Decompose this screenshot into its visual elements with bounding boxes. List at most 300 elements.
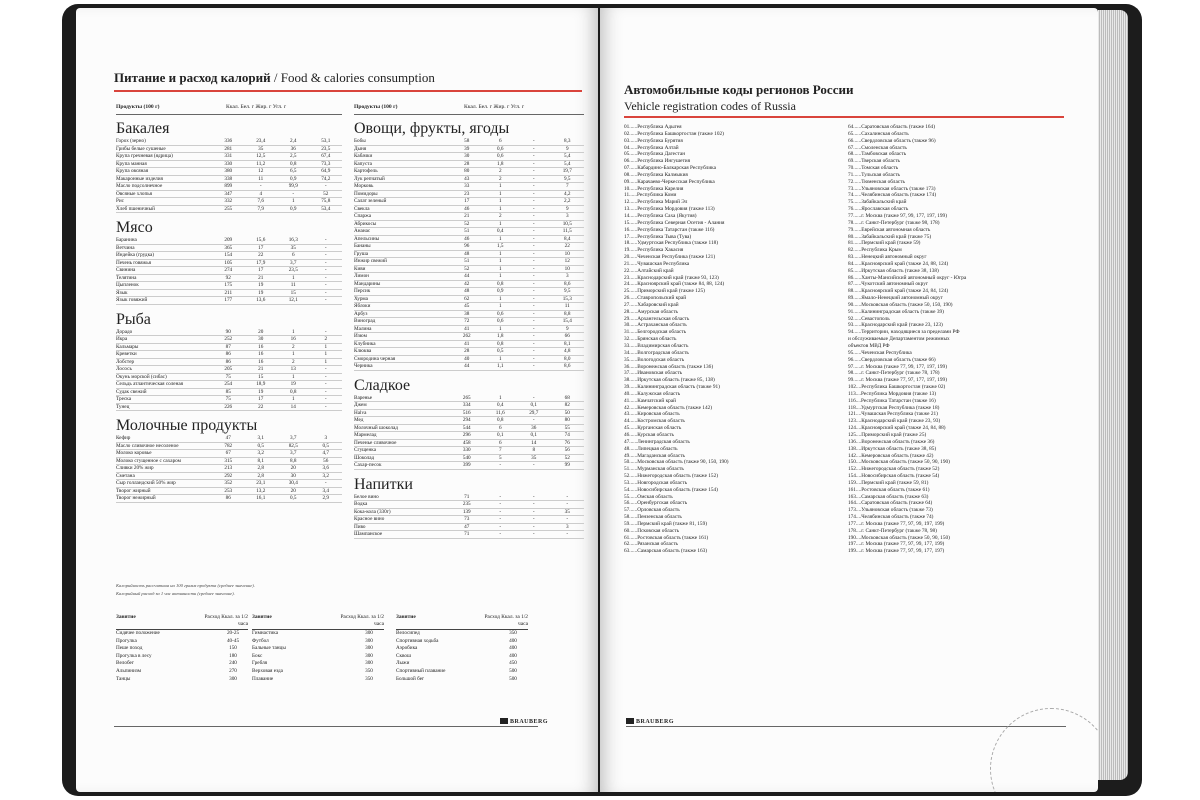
region-code-row: 66......Свердловская область (также 96) (848, 137, 936, 144)
activity-row (396, 668, 528, 676)
nutrient-value: 1 (291, 198, 295, 204)
nutrient-value: - (499, 531, 502, 537)
region-code-row: 14......Республика Саха (Якутия) (624, 212, 697, 219)
table-row (116, 237, 342, 245)
nutrient-value: - (532, 160, 535, 167)
nutrient-value: - (499, 493, 502, 500)
region-code-row: 24......Красноярский край (также 84, 88, 124) (624, 281, 725, 288)
nutrient-value: 35 (531, 454, 537, 461)
product-name: Лимон (354, 273, 369, 279)
nutrient-value: 14 (531, 439, 537, 446)
nutrient-value: 0,5 (290, 495, 297, 501)
region-code-row: 04......Республика Алтай (624, 144, 679, 151)
region-code-row: 58......Пензенская область (624, 514, 682, 521)
activities-header (396, 614, 528, 630)
column-header-products-right: Продукты (100 г) (354, 104, 398, 110)
table-row (354, 146, 584, 154)
nutrient-value: 8 (532, 447, 536, 453)
nutrient-value: 330 (224, 160, 233, 167)
nutrient-value: 30 (258, 336, 264, 342)
nutrient-value: 40 (464, 355, 470, 362)
table-row (116, 282, 342, 290)
table-row (354, 183, 584, 191)
nutrient-value: 16,1 (256, 495, 266, 501)
activity-row (252, 645, 384, 653)
corner-perforation (990, 708, 1098, 792)
activity-kcal: 300 (365, 660, 373, 667)
region-code-row: 76......Ярославская область (848, 206, 909, 213)
region-code-row: 89......Ямало-Ненецкий автономный округ (848, 295, 943, 302)
nutrient-value: 9 (565, 205, 569, 212)
table-row (354, 363, 584, 371)
product-name: Кока-кола (330г) (354, 508, 391, 515)
nutrient-value: 16 (258, 351, 264, 357)
region-code-row: 174....Челябинская область (также 74) (848, 514, 934, 521)
nutrient-value: - (324, 403, 327, 410)
nutrient-value: 73,3 (321, 160, 331, 167)
region-code-row: 06......Республика Ингушетия (624, 158, 691, 165)
nutrient-value: 1 (498, 394, 502, 401)
nutrient-value: 1 (498, 295, 502, 302)
nutrient-value: 17 (258, 244, 264, 251)
region-code-row: 125....Приморский край (также 25) (848, 431, 927, 438)
product-name: Телятина (116, 274, 137, 281)
activity-kcal: 350 (365, 675, 373, 682)
table-row (354, 311, 584, 319)
region-code-row: 67......Смоленская область (848, 144, 907, 151)
nutrient-value: 39 (464, 145, 470, 152)
table-row (116, 389, 342, 397)
nutrient-value: - (532, 295, 535, 302)
activity-row (252, 668, 384, 676)
nutrient-value: 7 (565, 183, 569, 189)
region-code-row: 116....Республика Татарстан (также 16) (848, 397, 936, 404)
region-code-row: 31......Белгородская область (624, 329, 687, 336)
kcal-header-label: Расход Ккал. за 1/2 часа (204, 614, 248, 627)
nutrient-value: 12,1 (288, 297, 298, 303)
nutrient-value: 5 (498, 454, 502, 461)
nutrient-value: 10 (564, 250, 570, 257)
product-name: Творог нежирный (116, 495, 156, 501)
activity-kcal: 300 (365, 630, 373, 636)
region-code-row: объектов МВД РФ (848, 343, 890, 349)
table-row (116, 473, 342, 481)
nutrient-value: 315 (224, 457, 233, 464)
nutrient-value: - (532, 355, 535, 362)
product-name: Лосось (116, 366, 132, 372)
nutrient-value: 8,1 (257, 457, 264, 464)
activity-kcal: 400 (509, 637, 517, 644)
nutrient-value: 8,4 (564, 235, 571, 242)
nutrient-value: 3 (565, 213, 569, 219)
activity-row (252, 630, 384, 638)
nutrient-value: 13 (290, 366, 296, 372)
nutrient-value: - (532, 213, 535, 219)
region-code-row: 79......Еврейская автономная область (848, 226, 931, 233)
table-row (116, 206, 342, 214)
activity-name: Большой бег (396, 675, 425, 682)
region-code-row: 199....г. Москва (также 77, 97, 99, 177, 197) (848, 548, 945, 555)
table-row (354, 440, 584, 448)
nutrient-value: 336 (224, 138, 233, 144)
table-row (354, 432, 584, 440)
nutrient-value: 36 (290, 145, 296, 152)
product-name: Крупа манная (116, 160, 147, 167)
table-row (354, 326, 584, 334)
nutrient-value: 1 (498, 355, 502, 362)
nutrient-value: 4 (259, 190, 263, 197)
nutrient-value: 12 (564, 258, 570, 264)
nutrient-value: 0,6 (497, 145, 504, 152)
nutrient-value: 2 (498, 168, 502, 174)
product-name: Крупа гречневая (ядрица) (116, 153, 173, 159)
activity-kcal: 300 (365, 645, 373, 652)
region-code-row: 18......Удмуртская Республика (также 118) (624, 240, 719, 247)
nutrient-value: 17 (258, 267, 264, 273)
nutrient-value: - (532, 348, 535, 354)
nutrient-value: 2,8 (257, 472, 264, 479)
table-row (354, 288, 584, 296)
region-code-row: 09......Карачаево-Черкесская Республика (624, 178, 715, 185)
product-name: Красное вино (354, 516, 385, 522)
product-name: Творог жирный (116, 487, 151, 494)
nutrient-value: 11,2 (256, 160, 266, 167)
nutrient-value: 292 (224, 472, 233, 479)
activity-kcal: 400 (509, 645, 517, 652)
nutrient-value: 58 (464, 138, 470, 144)
nutrient-value: - (532, 508, 535, 515)
table-row (354, 281, 584, 289)
nutrient-value: 41 (464, 325, 470, 332)
table-row (354, 273, 584, 281)
nutrient-value: 1 (498, 205, 502, 212)
table-row (116, 374, 342, 382)
table-row (116, 336, 342, 344)
activity-kcal: 500 (509, 667, 517, 674)
nutrient-value: 35 (564, 508, 570, 515)
product-name: Сыр голландский 50% жир (116, 480, 176, 486)
product-name: Молоко коровье (116, 450, 152, 456)
table-row (354, 206, 584, 214)
table-row (116, 344, 342, 352)
activity-name: Альпинизм (116, 667, 142, 674)
table-row (116, 435, 342, 443)
nutrient-value: 2,9 (322, 495, 329, 501)
nutrient-value: 19 (258, 282, 264, 288)
nutrient-value: 1 (498, 198, 502, 204)
region-code-row: 47......Ленинградская область (624, 438, 690, 445)
nutrient-value: 7,6 (257, 198, 264, 204)
nutrient-value: 99,9 (288, 183, 298, 189)
nutrient-value: 1 (498, 190, 502, 197)
nutrient-value: - (532, 228, 535, 234)
nutrient-value: 16,3 (288, 237, 298, 243)
header-rule-right (354, 114, 584, 115)
nutrient-value: 3,7 (290, 450, 297, 456)
nutrient-value: 16 (290, 336, 296, 342)
table-row (354, 410, 584, 418)
nutrient-value: 67 (225, 450, 231, 456)
table-row (116, 488, 342, 496)
product-name: Мармелад (354, 432, 377, 438)
nutrient-value: 0,5 (322, 442, 329, 449)
nutrient-value: - (532, 325, 535, 332)
product-name: Судак свежий (116, 388, 147, 395)
nutrient-value: 22 (258, 403, 264, 410)
nutrient-value: - (532, 363, 535, 369)
activity-row (116, 668, 248, 676)
nutrient-value: 9,5 (564, 288, 571, 294)
region-code-row: 71......Тульская область (848, 171, 900, 178)
nutrient-value: 10,5 (562, 220, 572, 227)
region-code-row: 01......Республика Адыгея (624, 124, 682, 130)
nutrient-value: 331 (224, 153, 233, 159)
table-row (116, 366, 342, 374)
nutrient-value: 20 (290, 465, 296, 471)
nutrient-value: 23,5 (321, 145, 331, 152)
nutrient-value: 80 (464, 168, 470, 174)
nutrient-value: 33 (464, 183, 470, 189)
nutrient-value: 21 (258, 274, 264, 281)
nutrient-value: 12 (258, 168, 264, 174)
activity-name: Спортивный плавание (396, 667, 446, 674)
section-title: Бакалея (116, 120, 170, 137)
nutrient-value: 899 (224, 183, 233, 189)
product-name: Хурма (354, 295, 368, 302)
product-name: Треска (116, 396, 132, 402)
region-code-row: 88......Красноярский край (также 24, 84, 124) (848, 288, 949, 295)
brand-logo-right (626, 718, 674, 725)
nutrient-value: 19,7 (562, 168, 572, 174)
product-name: Морковь (354, 183, 374, 189)
product-name: Салат зеленый (354, 198, 387, 204)
nutrient-value: 86 (225, 351, 231, 357)
nutrient-value: - (259, 183, 262, 189)
nutrient-value: 15,6 (256, 237, 266, 243)
product-name: Язык говяжий (116, 297, 148, 303)
region-code-row: 70......Томская область (848, 165, 899, 172)
nutrient-value: 1 (291, 328, 295, 335)
nutrient-value: 9 (565, 325, 569, 332)
nutrient-value: - (532, 333, 535, 339)
region-code-row: 35......Вологодская область (624, 356, 685, 363)
region-code-row: 138....Иркутская область (также 38, 85) (848, 445, 937, 452)
nutrient-value: 67,4 (321, 153, 331, 159)
activity-name: Пеше поход (116, 645, 143, 652)
region-code-row: 17......Республика Тыва (Тува) (624, 233, 692, 240)
nutrient-value: 2 (498, 213, 502, 219)
region-code-row: 55......Омская область (624, 493, 673, 500)
region-code-row: 32......Брянская область (624, 336, 677, 343)
nutrient-value: 1 (291, 373, 295, 380)
activity-kcal: 270 (229, 667, 237, 674)
product-name: Индейка (грудка) (116, 252, 155, 258)
product-name: Спаржа (354, 213, 372, 219)
region-code-row: 28......Амурская область (624, 308, 678, 315)
product-name: Ветчина (116, 244, 135, 251)
product-name: Лук репчатый (354, 175, 385, 182)
nutrient-value: 9 (565, 145, 569, 152)
nutrient-value: 11 (564, 303, 570, 309)
nutrient-value: 0,1 (530, 402, 537, 408)
food-section (354, 476, 584, 539)
activity-name: Сидячее положение (116, 630, 160, 636)
nutrient-value: 380 (224, 168, 233, 174)
product-name: Кабачки (354, 153, 373, 159)
table-row (116, 267, 342, 275)
nutrient-value: - (499, 508, 502, 515)
nutrient-value: 0,4 (497, 228, 504, 234)
nutrient-value: 8,6 (564, 363, 571, 369)
table-row (354, 191, 584, 199)
nutrient-value: 365 (224, 244, 233, 251)
activity-row (116, 638, 248, 646)
region-code-row: 72......Тюменская область (848, 178, 905, 185)
nutrient-value: 330 (462, 447, 471, 453)
nutrient-value: 254 (224, 381, 233, 387)
nutrient-value: 0,1 (530, 432, 537, 438)
nutrient-value: 7 (498, 447, 502, 453)
nutrient-value: 0,5 (257, 442, 264, 449)
nutrient-value: 6 (498, 424, 502, 431)
table-row (116, 191, 342, 199)
product-name: Малина (354, 325, 372, 332)
nutrient-value: 6 (291, 252, 295, 258)
product-name: Помидоры (354, 190, 378, 197)
activity-row (396, 653, 528, 661)
nutrient-value: - (566, 493, 569, 500)
nutrient-value: 2 (324, 336, 328, 342)
region-code-row: 91......Калининградская область (также 39) (848, 308, 944, 315)
region-code-row: 26......Ставропольский край (624, 295, 687, 302)
nutrient-value: - (532, 462, 535, 468)
region-code-row: 40......Калужская область (624, 390, 681, 397)
region-code-row: 15......Республика Северная Осетия - Алания (624, 219, 725, 226)
region-code-row: 82......Республика Крым (848, 247, 902, 254)
table-row (354, 168, 584, 176)
nutrient-value: 15,3 (562, 295, 572, 302)
region-code-row: 164....Саратовская область (также 64) (848, 500, 933, 507)
table-row (354, 516, 584, 524)
nutrient-value: 0,8 (497, 417, 504, 423)
note-1: Калорийность рассчитана на 100 грамм продукта (среднее значение). (116, 583, 255, 588)
nutrient-value: - (324, 282, 327, 288)
table-row (116, 450, 342, 458)
activity-name: Аэробика (396, 645, 418, 652)
nutrient-value: 1 (498, 220, 502, 227)
nutrient-value: 43 (464, 175, 470, 182)
nutrient-value: 4,8 (564, 348, 571, 354)
table-row (116, 396, 342, 404)
product-name: Водка (354, 501, 368, 507)
region-code-row: 136....Воронежская область (также 36) (848, 438, 935, 445)
activity-name: Спортивная ходьба (396, 637, 439, 644)
nutrient-value: - (324, 252, 327, 258)
nutrient-value: - (324, 366, 327, 372)
table-row (116, 495, 342, 503)
nutrient-value: 0,8 (290, 160, 297, 167)
nutrient-value: 8,1 (564, 340, 571, 347)
nutrient-value: 52 (323, 190, 329, 197)
region-code-row: 20......Чеченская Республика (также 121) (624, 254, 716, 261)
nutrient-value: 352 (224, 480, 233, 486)
product-name: Груша (354, 250, 369, 257)
brand-name: BRAUBERG (636, 719, 675, 725)
table-row (354, 221, 584, 229)
nutrient-value: 1 (291, 351, 295, 357)
product-name: Лобстер (116, 358, 135, 365)
activity-kcal: 450 (509, 660, 517, 667)
region-code-row: 42......Кемеровская область (также 142) (624, 404, 713, 411)
region-code-row: 07......Кабардино-Балкарская Республика (624, 165, 716, 172)
product-name: Дорадо (116, 328, 133, 335)
activity-kcal: 150 (229, 645, 237, 652)
region-code-row: 30......Астраханская область (624, 322, 687, 329)
table-row (354, 455, 584, 463)
nutrient-value: 13,6 (256, 297, 266, 303)
table-row (354, 153, 584, 161)
region-code-row: 69......Тверская область (848, 158, 900, 165)
nutrient-value: 0,9 (290, 175, 297, 182)
table-row (116, 351, 342, 359)
nutrient-value: 56 (323, 457, 329, 464)
brand-icon (500, 718, 508, 724)
footer-rule (114, 726, 538, 727)
nutrient-value: - (532, 501, 535, 507)
activities-column (116, 614, 248, 683)
nutrient-value: 1 (324, 358, 328, 365)
table-row (116, 359, 342, 367)
nutrient-value: - (499, 501, 502, 507)
nutrient-value: 0,5 (497, 348, 504, 354)
activity-header-label: Занятие (396, 614, 416, 620)
nutrient-value: - (499, 516, 502, 522)
column-header-values-left: Ккал. Бел. г Жир. г Угл. г (226, 104, 287, 110)
nutrient-value: 52 (564, 454, 570, 461)
nutrient-value: 458 (462, 439, 471, 446)
product-name: Сахар-песок (354, 462, 382, 468)
table-row (116, 252, 342, 260)
nutrient-value: 21 (464, 213, 470, 219)
region-code-row: 190....Московская область (также 50, 90, 150) (848, 534, 950, 541)
nutrient-value: 23 (464, 190, 470, 197)
region-code-row: 98......г. Санкт-Петербург (также 78, 178) (848, 370, 940, 377)
nutrient-value: - (532, 190, 535, 197)
footer-rule-right (626, 726, 1066, 727)
nutrient-value: 23,4 (256, 138, 266, 144)
nutrient-value: 23,5 (288, 267, 298, 273)
nutrient-value: 1,8 (497, 333, 504, 339)
table-row (116, 260, 342, 268)
nutrient-value: 177 (224, 297, 233, 303)
table-row (354, 318, 584, 326)
activity-name: Велосипед (396, 630, 420, 636)
nutrient-value: 0,9 (497, 288, 504, 294)
nutrient-value: 14 (290, 403, 296, 410)
nutrient-value: - (324, 373, 327, 380)
food-section (354, 377, 584, 470)
table-row (354, 228, 584, 236)
nutrient-value: 1 (498, 265, 502, 272)
nutrient-value: - (532, 417, 535, 423)
region-code-row: 51......Мурманская область (624, 466, 684, 473)
nutrient-value: 11,5 (562, 228, 572, 234)
nutrient-value: - (324, 237, 327, 243)
table-row (116, 443, 342, 451)
nutrient-value: 38 (464, 310, 470, 317)
region-code-row: 87......Чукотский автономный округ (848, 281, 929, 288)
nutrient-value: - (566, 501, 569, 507)
